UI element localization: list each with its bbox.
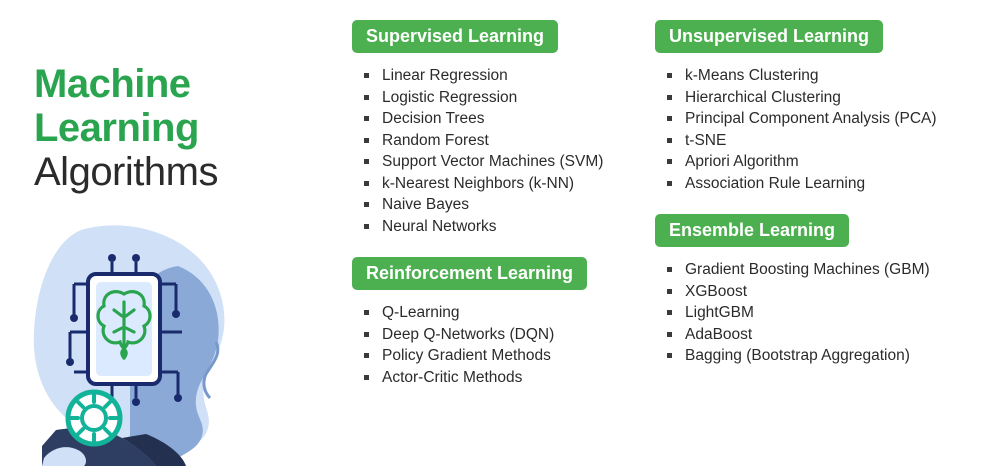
section-unsupervised-learning xyxy=(655,20,985,194)
spacer xyxy=(352,243,620,257)
list-ensemble-learning xyxy=(655,259,985,367)
list-item: Policy Gradient Methods xyxy=(356,345,620,367)
section-reinforcement-learning xyxy=(352,257,620,388)
list-item: Linear Regression xyxy=(356,65,620,87)
column-middle xyxy=(352,20,620,394)
column-right xyxy=(655,20,985,373)
title-panel xyxy=(0,0,320,471)
title-line-1: Machine xyxy=(34,62,191,106)
section-header-reinforcement-learning: Reinforcement Learning xyxy=(352,257,587,290)
section-ensemble-learning xyxy=(655,214,985,367)
list-reinforcement-learning xyxy=(352,302,620,388)
list-item: XGBoost xyxy=(659,281,985,303)
list-item: AdaBoost xyxy=(659,324,985,346)
head-with-brain-chip-illustration xyxy=(26,222,286,466)
list-item: Neural Networks xyxy=(356,216,620,238)
list-item: k-Nearest Neighbors (k-NN) xyxy=(356,173,620,195)
list-item: Random Forest xyxy=(356,130,620,152)
section-header-ensemble-learning: Ensemble Learning xyxy=(655,214,849,247)
list-item: Q-Learning xyxy=(356,302,620,324)
list-item: Gradient Boosting Machines (GBM) xyxy=(659,259,985,281)
list-item: Logistic Regression xyxy=(356,87,620,109)
spacer xyxy=(655,200,985,214)
list-item: Principal Component Analysis (PCA) xyxy=(659,108,985,130)
list-item: Decision Trees xyxy=(356,108,620,130)
list-item: Deep Q-Networks (DQN) xyxy=(356,324,620,346)
list-item: Hierarchical Clustering xyxy=(659,87,985,109)
list-item: Bagging (Bootstrap Aggregation) xyxy=(659,345,985,367)
list-supervised-learning xyxy=(352,65,620,237)
section-header-unsupervised-learning: Unsupervised Learning xyxy=(655,20,883,53)
list-unsupervised-learning xyxy=(655,65,985,194)
list-item: k-Means Clustering xyxy=(659,65,985,87)
list-item: Apriori Algorithm xyxy=(659,151,985,173)
section-supervised-learning xyxy=(352,20,620,237)
section-header-supervised-learning: Supervised Learning xyxy=(352,20,558,53)
list-item: Association Rule Learning xyxy=(659,173,985,195)
list-item: t-SNE xyxy=(659,130,985,152)
page-title xyxy=(34,62,304,194)
list-item: Actor-Critic Methods xyxy=(356,367,620,389)
title-line-2: Learning xyxy=(34,106,199,150)
list-item: Naive Bayes xyxy=(356,194,620,216)
list-item: Support Vector Machines (SVM) xyxy=(356,151,620,173)
title-line-3: Algorithms xyxy=(34,150,218,194)
list-item: LightGBM xyxy=(659,302,985,324)
